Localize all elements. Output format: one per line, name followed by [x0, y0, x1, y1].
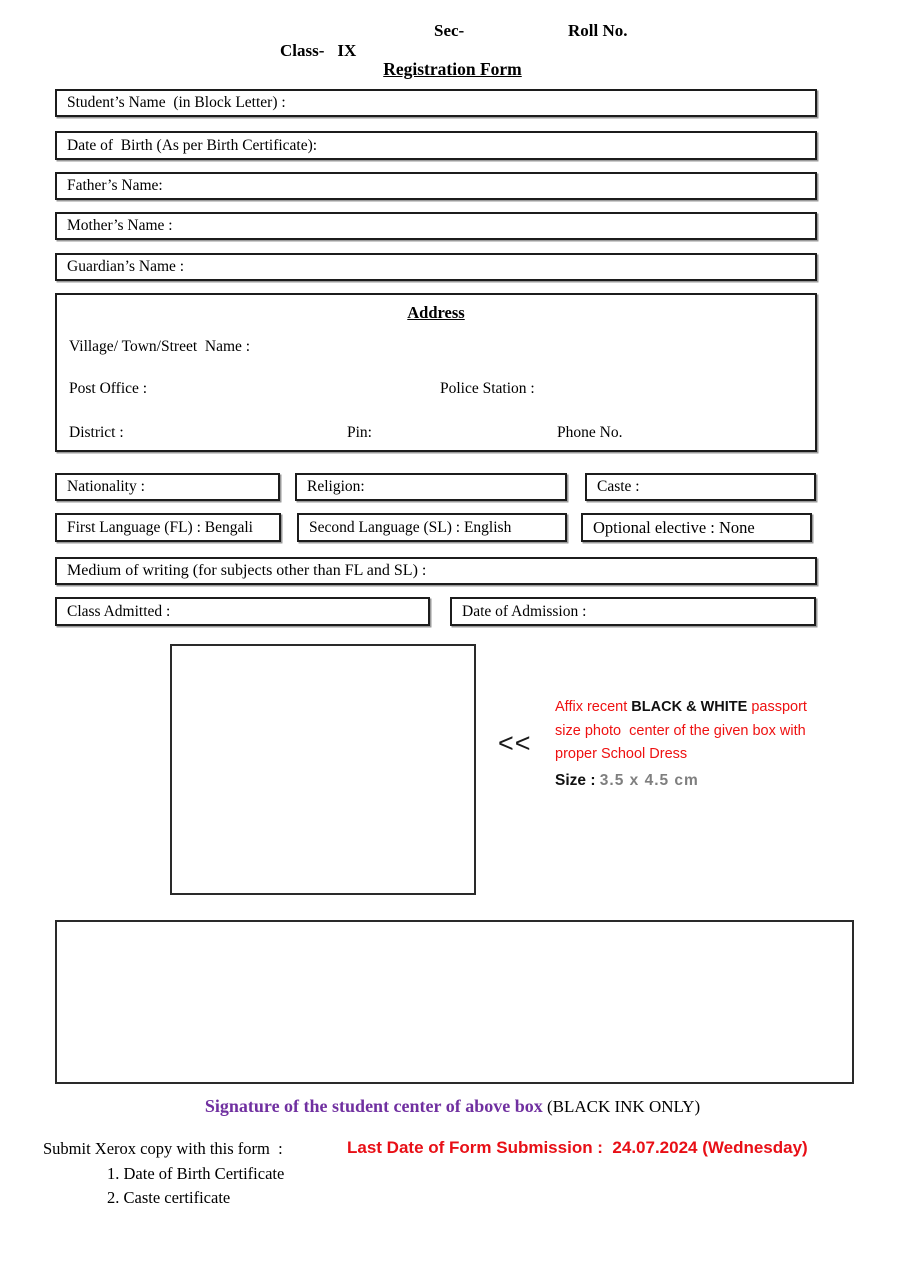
father-name-field[interactable] [55, 172, 817, 200]
photo-instructions-line3: proper School Dress [555, 746, 688, 762]
sec-label: Sec- [434, 21, 465, 40]
class-label-text: Class- [280, 41, 325, 60]
optional-elective-label: Optional elective : None [593, 517, 755, 537]
medium-of-writing-field[interactable] [55, 557, 817, 585]
first-language-field[interactable] [55, 513, 281, 542]
phone-label: Phone No. [557, 424, 623, 441]
second-language-field[interactable] [297, 513, 567, 542]
caste-field[interactable] [585, 473, 816, 501]
first-language-label: First Language (FL) : Bengali [67, 518, 253, 536]
last-date-notice: Last Date of Form Submission : 24.07.2024 (Wednesday) [347, 1138, 808, 1157]
mother-name-field[interactable] [55, 212, 817, 240]
student-name-label: Student’s Name (in Block Letter) : [67, 94, 286, 111]
religion-field[interactable] [295, 473, 567, 501]
police-station-label: Police Station : [440, 380, 535, 397]
district-label: District : [69, 424, 124, 441]
checklist-item-birth-certificate: 1. Date of Birth Certificate [107, 1164, 285, 1183]
father-name-label: Father’s Name: [67, 177, 163, 194]
second-language-label: Second Language (SL) : English [309, 518, 512, 536]
medium-of-writing-label: Medium of writing (for subjects other than FL and SL) : [67, 562, 427, 579]
student-name-field[interactable] [55, 89, 817, 117]
submit-xerox-label: Submit Xerox copy with this form : [43, 1139, 283, 1158]
guardian-name-field[interactable] [55, 253, 817, 281]
village-label: Village/ Town/Street Name : [69, 338, 251, 355]
signature-box[interactable] [55, 920, 854, 1084]
post-office-label: Post Office : [69, 380, 148, 397]
class-admitted-field[interactable] [55, 597, 430, 626]
roll-no-label: Roll No. [568, 21, 628, 40]
date-of-birth-field[interactable] [55, 131, 817, 160]
photo-instructions-line1: Affix recent BLACK & WHITE passport [555, 699, 807, 715]
photo-box[interactable] [170, 644, 476, 895]
signature-caption-main: Signature of the student center of above box [204, 1096, 543, 1116]
nationality-label: Nationality : [67, 478, 145, 495]
religion-label: Religion: [307, 478, 365, 495]
signature-caption-sub: (BLACK INK ONLY) [542, 1097, 701, 1116]
optional-elective-field[interactable] [581, 513, 812, 542]
photo-size-note: Size : 3.5 x 4.5 cm [555, 771, 699, 789]
date-of-birth-label: Date of Birth (As per Birth Certificate): [67, 136, 318, 154]
nationality-field[interactable] [55, 473, 280, 501]
date-of-admission-label: Date of Admission : [462, 602, 587, 620]
pin-label: Pin: [347, 424, 372, 441]
address-title: Address [407, 303, 465, 322]
photo-instructions-line2: size photo center of the given box with [555, 722, 806, 739]
checklist-item-caste-certificate: 2. Caste certificate [107, 1188, 231, 1207]
class-value: IX [337, 41, 357, 60]
date-of-admission-field[interactable] [450, 597, 816, 626]
class-admitted-label: Class Admitted : [67, 602, 171, 620]
guardian-name-label: Guardian’s Name : [67, 258, 185, 275]
signature-caption [0, 1096, 905, 1117]
photo-instructions [555, 696, 855, 792]
address-section[interactable] [55, 293, 817, 452]
page-title: Registration Form [383, 59, 522, 79]
mother-name-label: Mother’s Name : [67, 217, 173, 234]
double-chevron-left-icon: << [498, 728, 532, 758]
caste-label: Caste : [597, 478, 640, 495]
